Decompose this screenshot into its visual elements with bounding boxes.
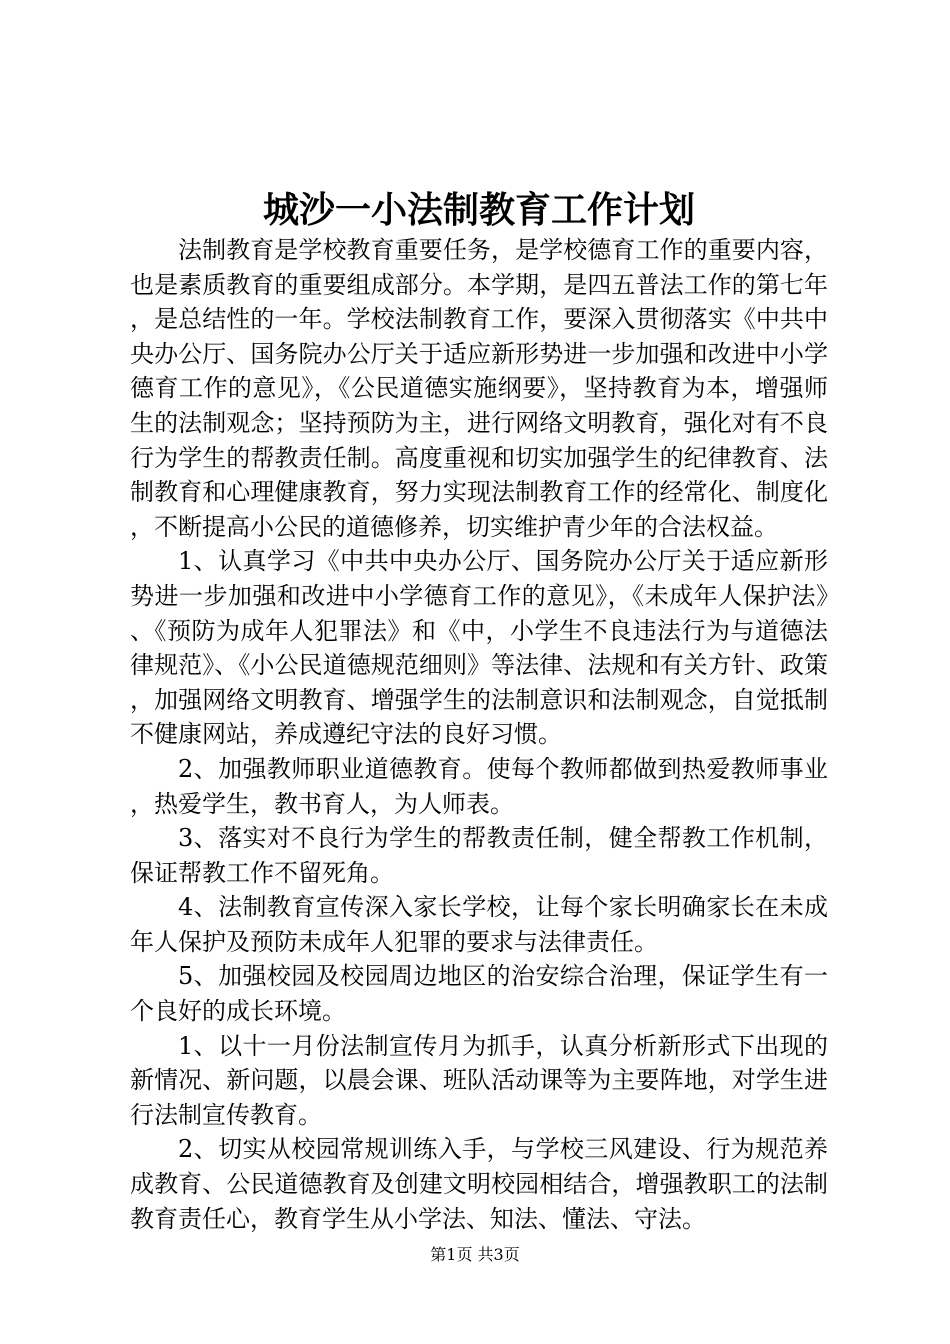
paragraph-item: 2、加强教师职业道德教育。使每个教师都做到热爱教师事业，热爱学生，教书育人，为人师表。 (130, 754, 828, 818)
document-title: 城沙一小法制教育工作计划 (262, 189, 695, 231)
page-footer: 第1页 共3页 (430, 1245, 520, 1264)
document-body (130, 233, 828, 1236)
paragraph-item: 2、切实从校园常规训练入手，与学校三风建设、行为规范养成教育、公民道德教育及创建文明校园相结合，增强教职工的法制教育责任心，教育学生从小学法、知法、懂法、守法。 (130, 1135, 828, 1233)
paragraph-item: 1、认真学习《中共中央办公厅、国务院办公厅关于适应新形势进一步加强和改进中小学德育工作的意见》，《未成年人保护法》、《预防为成年人犯罪法》和《中，小学生不良违法行为与道德法律规范》、《小公民道德规范细则》等法律、法规和有关方针、政策，加强网络文明教育、增强学生的法制意识和法制观念，自觉抵制不健康网站，养成遵纪守法的良好习惯。 (130, 547, 828, 749)
paragraph-item: 1、以十一月份法制宣传月为抓手，认真分析新形式下出现的新情况、新问题，以晨会课、班队活动课等为主要阵地，对学生进行法制宣传教育。 (130, 1031, 828, 1129)
paragraph-item: 4、法制教育宣传深入家长学校，让每个家长明确家长在未成年人保护及预防未成年人犯罪的要求与法律责任。 (130, 893, 828, 956)
paragraph-item: 3、落实对不良行为学生的帮教责任制，健全帮教工作机制，保证帮教工作不留死角。 (130, 824, 828, 887)
paragraph-item: 5、加强校园及校园周边地区的治安综合治理，保证学生有一个良好的成长环境。 (130, 962, 828, 1026)
paragraph-intro: 法制教育是学校教育重要任务，是学校德育工作的重要内容，也是素质教育的重要组成部分。本学期，是四五普法工作的第七年，是总结性的一年。学校法制教育工作，要深入贯彻落实《中共中央办公厅、国务院办公厅关于适应新形势进一步加强和改进中小学德育工作的意见》，《公民道德实施纲要》，坚持教育为本，增强师生的法制观念；坚持预防为主，进行网络文明教育，强化对有不良行为学生的帮教责任制。高度重视和切实加强学生的纪律教育、法制教育和心理健康教育，努力实现法制教育工作的经常化、制度化，不断提高小公民的道德修养，切实维护青少年的合法权益。 (130, 236, 828, 541)
